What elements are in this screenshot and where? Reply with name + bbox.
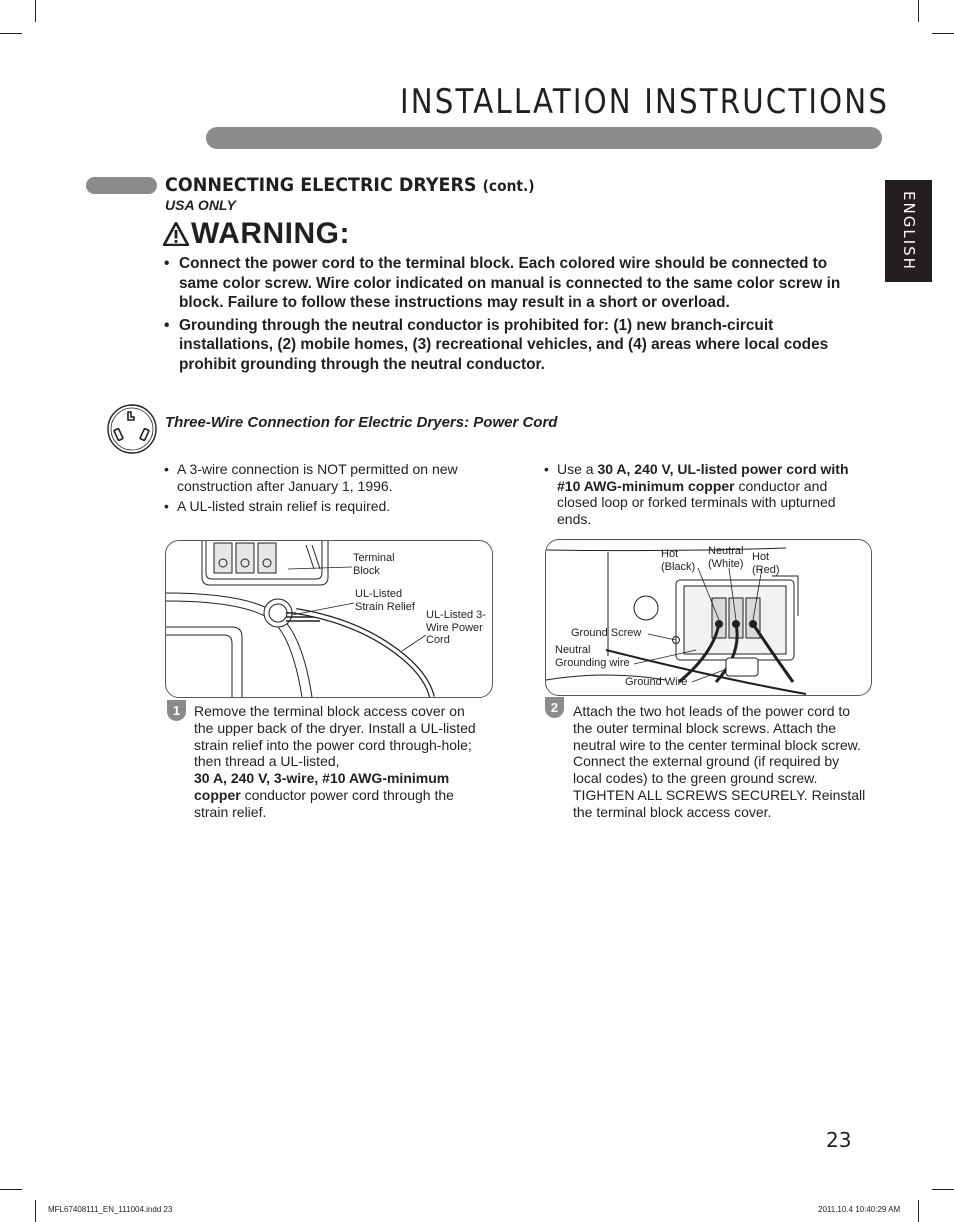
label-terminal-block: Terminal Block: [353, 552, 395, 577]
subsection-heading-text: Three-Wire Connection for Electric Dryers: [165, 414, 465, 431]
crop-mark: [918, 1200, 919, 1222]
step-1-text-bold: 30 A, 240 V, 3-wire, #10 AWG-minimum copper: [194, 770, 450, 803]
three-prong-outlet-icon: [104, 403, 160, 455]
label-ground-wire: Ground Wire: [625, 676, 688, 688]
warning-label: WARNING:: [191, 217, 350, 250]
warning-item: • Connect the power cord to the terminal block. Each colored wire should be connected to same color screw. Wire color indicated on manual is connected to the same color screw in block. Failure to follow these instructions may result in a short or overload.: [164, 254, 854, 313]
right-bullets: [544, 461, 864, 531]
title-bar: [206, 127, 882, 149]
section-subheading: USA ONLY: [165, 197, 236, 213]
page-number: 23: [826, 1128, 852, 1152]
language-tab: [885, 180, 932, 282]
crop-mark: [0, 33, 22, 34]
bullet-item: • A UL-listed strain relief is required.: [164, 498, 494, 515]
crop-mark: [35, 1200, 36, 1222]
label-hot-red: Hot (Red): [752, 551, 780, 576]
warning-heading: [163, 217, 350, 251]
bullet-item: [544, 461, 864, 527]
warning-triangle-icon: [163, 222, 189, 246]
bullet-text: conductor and closed loop or forked terminals with upturned ends.: [557, 477, 836, 527]
step-1-text-post: conductor power cord through the strain relief.: [194, 786, 454, 820]
label-ground-screw: Ground Screw: [571, 627, 642, 639]
label-strain-relief: UL-Listed Strain Relief: [355, 588, 415, 613]
figure-strain-relief: [165, 540, 493, 698]
section-heading-text: CONNECTING ELECTRIC DRYERS: [165, 174, 477, 196]
crop-mark: [35, 0, 36, 22]
label-neutral-white: Neutral (White): [708, 545, 744, 570]
section-heading: [165, 174, 535, 196]
label-power-cord: UL-Listed 3-Wire Power Cord: [426, 609, 486, 646]
step-2-text: Attach the two hot leads of the power cord to the outer terminal block screws. Attach the neutral wire to the center terminal block screw. Connect the external ground (if required by local codes) to the green ground screw. TIGHTEN ALL SCREWS SECURELY. Reinstall the terminal block access cover.: [573, 703, 866, 820]
label-hot-black: Hot (Black): [661, 548, 696, 573]
bullet-item: • A 3-wire connection is NOT permitted on new construction after January 1, 1996.: [164, 461, 494, 494]
bullet-text: Use a: [557, 461, 598, 477]
page-title: INSTALLATION INSTRUCTIONS: [400, 82, 890, 122]
footer-filename: MFL67408111_EN_111004.indd 23: [48, 1205, 173, 1214]
subsection-heading: [165, 414, 557, 431]
crop-mark: [0, 1189, 22, 1190]
bullet-bold-text: 30 A, 240 V, UL-listed power cord with #10 AWG-minimum copper: [557, 461, 849, 494]
warning-list: [164, 254, 854, 377]
subsection-heading-suffix: : Power Cord: [464, 414, 558, 431]
crop-mark: [932, 1189, 954, 1190]
step-1-badge: 1: [167, 700, 186, 721]
section-pill: [86, 177, 157, 194]
section-heading-suffix: (cont.): [482, 177, 535, 195]
step-1-text: [194, 703, 484, 821]
label-neutral-grounding-wire: Neutral Grounding wire: [555, 644, 630, 669]
language-tab-label: ENGLISH: [899, 191, 918, 271]
crop-mark: [918, 0, 919, 22]
crop-mark: [932, 33, 954, 34]
figure-terminal-wiring: [545, 539, 872, 696]
left-bullets: [164, 461, 494, 519]
footer-timestamp: 2011.10.4 10:40:29 AM: [818, 1205, 901, 1214]
warning-item: • Grounding through the neutral conductor is prohibited for: (1) new branch-circuit installations, (2) mobile homes, (3) recreational vehicles, and (4) areas where local codes prohibit grounding through the neutral conductor.: [164, 316, 854, 375]
step-2-badge: 2: [545, 697, 564, 718]
step-1-text-pre: Remove the terminal block access cover on the upper back of the dryer. Install a UL-listed strain relief into the power cord through-hole; then thread a UL-listed,: [194, 703, 476, 770]
